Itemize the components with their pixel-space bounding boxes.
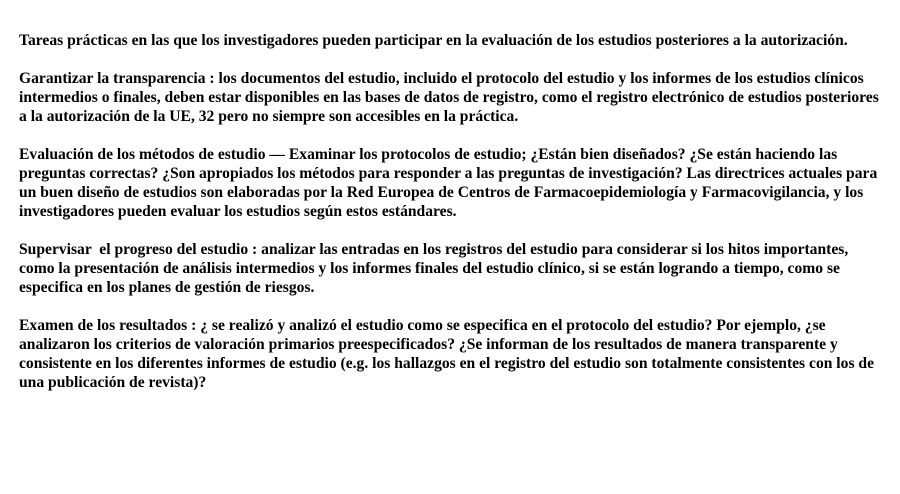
paragraph-results: Examen de los resultados : ¿ se realizó y analizó el estudio como se especifica en el protocolo del estudio? Por ejemplo, ¿se analizaron los criterios de valoración primarios preespecificados? ¿Se informan de los resultados de manera transparente y consistente en los diferentes informes de estudio (e.g. los hallazgos en el registro del estudio son totalmente consistentes con los de una publicación de revista)?	[19, 317, 878, 391]
paragraph-transparency: Garantizar la transparencia : los documentos del estudio, incluido el protocolo del estudio y los informes de los estudios clínicos intermedios o finales, deben estar disponibles en las bases de datos de registro, como el registro electrónico de estudios posteriores a la autorización de la UE, 32 pero no siempre son accesibles en la práctica.	[19, 70, 883, 125]
paragraph-methods: Evaluación de los métodos de estudio — Examinar los protocolos de estudio; ¿Están bien diseñados? ¿Se están haciendo las preguntas correctas? ¿Son apropiados los métodos para responder a las preguntas de investigación? Las directrices actuales para un buen diseño de estudios son elaboradas por la Red Europea de Centros de Farmacoepidemiología y Farmacovigilancia, y los investigadores pueden evaluar los estudios según estos estándares.	[19, 146, 882, 220]
paragraph-progress: Supervisar el progreso del estudio : analizar las entradas en los registros del estudio para considerar si los hitos importantes, como la presentación de análisis intermedios y los informes finales del estudio clínico, si se están logrando a tiempo, como se especifica en los planes de gestión de riesgos.	[19, 241, 853, 296]
document-body	[19, 31, 881, 392]
paragraph-intro: Tareas prácticas en las que los investigadores pueden participar en la evaluación de los estudios posteriores a la autorización.	[19, 32, 848, 49]
